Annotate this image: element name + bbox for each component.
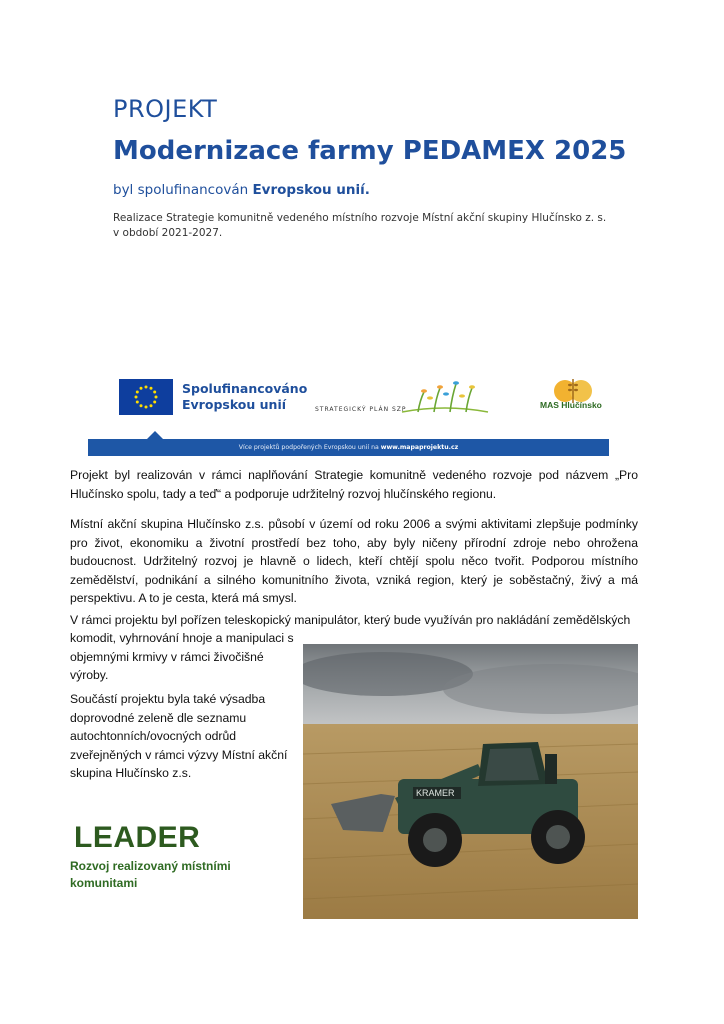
szp-label: STRATEGICKÝ PLÁN SZP <box>315 406 407 413</box>
realizace-line-2: v období 2021-2027. <box>113 227 223 239</box>
cofinanced-prefix: byl spolufinancován <box>113 182 253 198</box>
paragraph-mas-about: Místní akční skupina Hlučínsko z.s. působí v území od roku 2006 a svými aktivitami zlepšuje podmínky pro život, ekonomiku a životní prostředí bez toho, aby byly ničeny přírodní zdroje nebo ohrožena budoucnost. Udržitelný rozvoj je hlavně o lidech, kteří chtějí spolu něco tvořit. Podporou místního zemědělství, podnikání a silného komunitního života, vzniká region, který je soběstačný, živý a má perspektivu. A to je cesta, která má smysl. <box>70 517 638 605</box>
eu-cofinanced-label <box>182 381 307 413</box>
realizace-note <box>113 211 633 241</box>
machine-brand-label: KRAMER <box>416 788 455 798</box>
eu-flag-icon <box>119 379 173 415</box>
mapaprojektu-text <box>88 439 609 456</box>
page-kicker: PROJEKT <box>113 95 218 123</box>
eu-label-line-2: Evropskou unií <box>182 397 287 412</box>
paragraph-strategy: Projekt byl realizován v rámci naplňování Strategie komunitně vedeného rozvoje pod názvem „Pro Hlučínsko spolu, tady a teď“ a podporuje udržitelný rozvoj hlučínského regionu. <box>70 468 638 501</box>
paragraph-planting: Součástí projektu byla také výsadba doprovodné zeleně dle seznamu autochtonních/ovocných odrůd zveřejněných v rámci výzvy Místní akční skupina Hlučínsko z.s. <box>70 692 288 780</box>
mapaprojektu-link[interactable]: www.mapaprojektu.cz <box>380 444 459 451</box>
szp-plants-icon <box>400 378 490 416</box>
page-title: Modernizace farmy PEDAMEX 2025 <box>113 136 627 166</box>
cofinanced-bold: Evropskou unií. <box>252 182 370 198</box>
mapaprojektu-bar <box>88 439 609 456</box>
mas-hlucinsko-logo <box>538 375 608 415</box>
mapaprojektu-prefix: Více projektů podpořených Evropskou unií na <box>238 444 381 451</box>
eu-label-line-1: Spolufinancováno <box>182 381 308 396</box>
realizace-line-1: Realizace Strategie komunitně vedeného místního rozvoje Místní akční skupiny Hlučínsko z. s. <box>113 212 607 224</box>
leader-subtitle: Rozvoj realizovaný místními komunitami <box>70 859 231 890</box>
telehandler-photo <box>303 644 638 919</box>
cofinanced-statement <box>113 182 370 198</box>
mas-hlucinsko-label: MAS Hlučínsko <box>540 400 602 410</box>
leader-logo-text: LEADER <box>74 821 201 854</box>
paragraph-manipulator-line-1: V rámci projektu byl pořízen teleskopický manipulátor, který bude využíván pro nakládání zemědělských <box>70 613 631 627</box>
paragraph-manipulator-rest: komodit, vyhrnování hnoje a manipulaci s objemnými krmivy v rámci živočišné výroby. <box>70 631 294 682</box>
